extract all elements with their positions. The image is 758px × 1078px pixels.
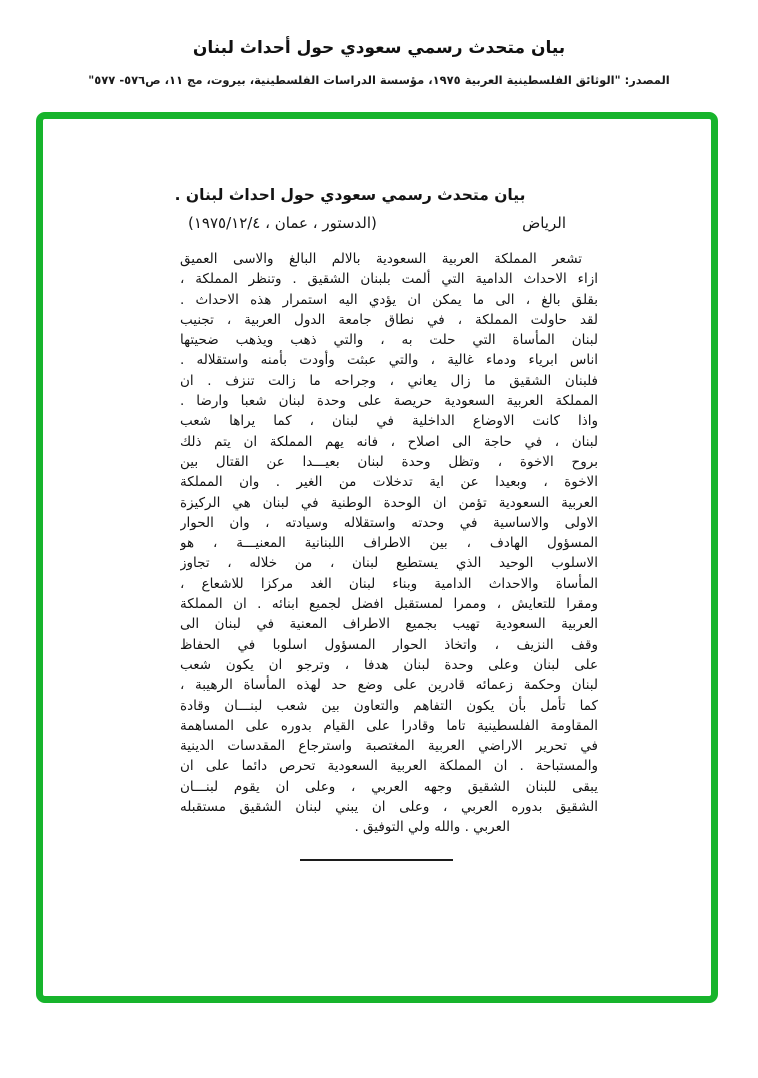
body-line: العربية السعودية تؤمن ان الوحدة الوطنية في لبنان هي الركيزة [180, 494, 598, 511]
body-line: لقد حاولت المملكة ، في نطاق جامعة الدول العربية ، تجنيب [180, 311, 598, 328]
body-line: تشعر المملكة العربية السعودية بالالم البالغ والاسى العميق [180, 251, 582, 267]
body-line: كما تأمل بأن يكون التفاهم والتعاون بين شعب لبنـــان وقادة [180, 697, 598, 714]
body-line: بقلق بالغ ، الى ما يمكن ان يؤدي اليه استمرار هذه الاحداث . [180, 291, 598, 308]
document-title: بيان متحدث رسمي سعودي حول احداث لبنان . [174, 186, 526, 204]
body-line: لبنان وحكمة زعمائه قادرين على وضع حد لهذه المأساة الرهيبة ، [180, 677, 598, 694]
end-separator-line [300, 859, 453, 861]
body-line: المملكة العربية السعودية حريصة على وحدة لبنان شعبا وارضا . [180, 393, 598, 410]
body-line: الاسلوب الوحيد الذي يستطيع لبنان ، من خلاله ، تجاوز [180, 555, 598, 572]
body-line: فلبنان الشقيق ما زال يعاني ، وجراحه ما زالت تنزف . ان [180, 372, 598, 389]
body-line: العربي . والله ولي التوفيق . [354, 819, 510, 836]
body-line: ازاء الاحداث الدامية التي ألمت بلبنان الشقيق . وتنظر المملكة ، [180, 271, 598, 288]
body-line: الاخوة ، وبعيدا عن اية تدخلات من الغير . وان المملكة [180, 474, 598, 491]
body-line: ومقرا للتعايش ، وممرا لمستقبل افضل لجميع ابنائه . ان المملكة [180, 596, 598, 613]
body-line: والمستباحة . ان المملكة العربية السعودية تحرص دائما على ان [180, 758, 598, 775]
body-line: الشقيق بدوره العربي ، وعلى ان يبني لبنان الشقيق مستقبله [180, 799, 598, 816]
body-line: المأساة والاحداث الدامية وبناء لبنان الغد مركزا للاشعاع ، [180, 575, 598, 592]
document-body [180, 249, 598, 838]
body-line: اناس ابرياء ودماء غالية ، والتي عبثت وأودت بأمنه واستقلاله . [180, 352, 598, 369]
body-line: بروح الاخوة ، وتظل وحدة لبنان بعيـــدا عن القتال بين [180, 453, 598, 470]
body-line: المقاومة الفلسطينية تاما وقادرا على القيام بدوره على المساهمة [180, 717, 598, 734]
body-line: في تحرير الاراضي العربية المغتصبة واسترجاع المقدسات الدينية [180, 738, 598, 755]
body-line: على لبنان وعلى وحدة لبنان هدفا ، وترجو ان يكون شعب [180, 656, 598, 673]
body-line: واذا كانت الاوضاع الداخلية في لبنان ، كما يراها شعب [180, 413, 598, 430]
body-line: لبنان المأساة التي حلت به ، والتي ذهب ويذهب ضحيتها [180, 332, 598, 349]
dateline-source: (الدستور ، عمان ، ١٩٧٥/١٢/٤) [188, 214, 377, 232]
body-line: المسؤول الهادف ، بين الاطراف اللبنانية المعنيـــة ، هو [180, 535, 598, 552]
body-line: العربية السعودية تهيب بجميع الاطراف المعنية في لبنان الى [180, 616, 598, 633]
body-line: الاولى والاساسية في وحدته واستقلاله وسيادته ، وان الحوار [180, 514, 598, 531]
page-title: بيان متحدث رسمي سعودي حول أحداث لبنان [192, 38, 566, 58]
dateline-city: الرياض [522, 214, 566, 232]
source-citation: المصدر: "الوثائق الفلسطينية العربية ١٩٧٥، مؤسسة الدراسات الفلسطينية، بيروت، مج ١١، ص٥٧٦- ٥٧٧" [88, 73, 670, 87]
body-line: وقف النزيف ، واتخاذ الحوار المسؤول اسلوبا في الحفاظ [180, 636, 598, 653]
body-line: يبقى للبنان الشقيق وجهه العربي ، وعلى ان يقوم لبنـــان [180, 778, 598, 795]
dateline [188, 214, 566, 232]
body-line: لبنان ، في حاجة الى اصلاح ، فانه يهم المملكة ان يتم ذلك [180, 433, 598, 450]
